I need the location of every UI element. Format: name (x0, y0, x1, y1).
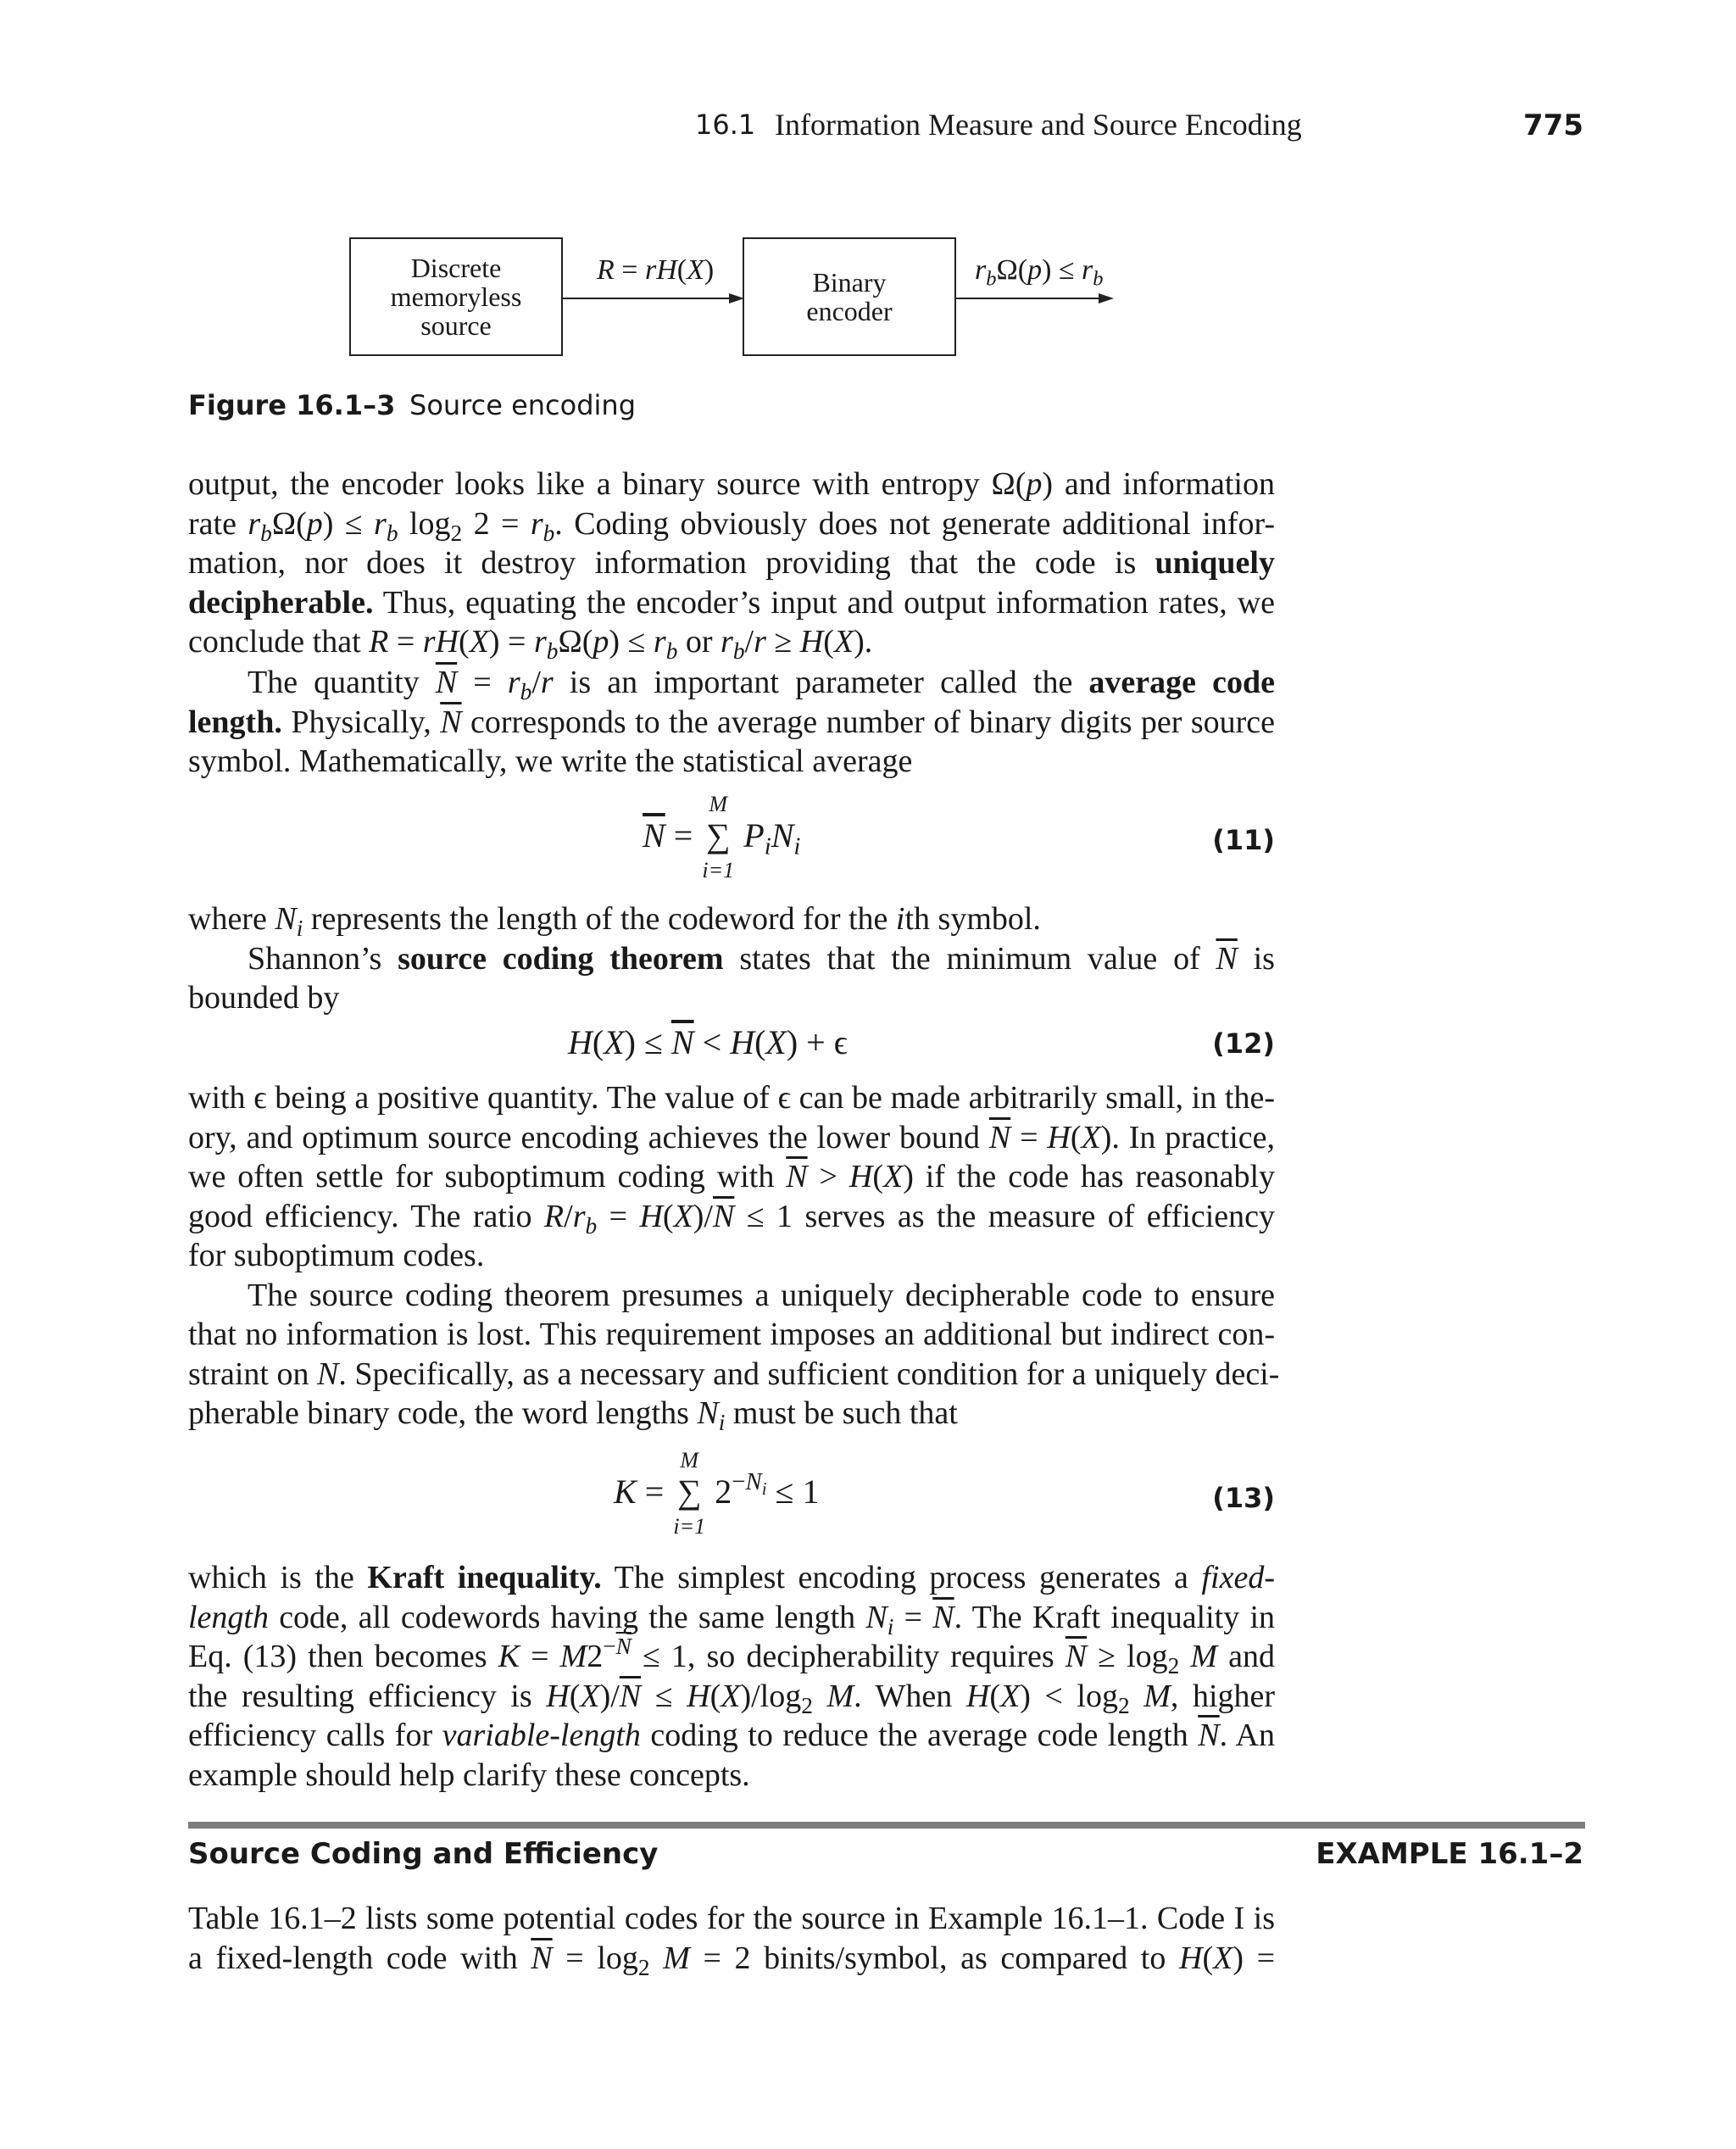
page-number: 775 (1523, 109, 1583, 142)
equation-11: $\overline{N}$ = M ∑ i=1 $P_iN_i$ (643, 792, 801, 882)
source-box-line: source (420, 310, 492, 341)
paragraph: where $N_i$ represents the length of the codeword for the ith symbol. Shannon’s source coding theorem states that the minimum value of $\overline{N}$ is bounded by (188, 901, 1275, 1016)
equation-13: K = M ∑ i=1 $2^{-N_i} \le 1$ (614, 1448, 820, 1539)
arrow2-label: $r_b\Omega(p) \le r_b$ (975, 254, 1104, 291)
equation-number: (12) (1212, 1027, 1275, 1060)
running-header-section: 16.1 (695, 109, 756, 141)
equation-number: (13) (1212, 1482, 1275, 1514)
encoder-box-line: Binary (812, 267, 887, 298)
example-rule (188, 1822, 1585, 1829)
encoder-box-line: encoder (806, 296, 893, 326)
encoder-box (743, 237, 956, 356)
figure-caption-text: Source encoding (409, 389, 637, 421)
equation-number: (11) (1212, 824, 1275, 856)
running-header-title: Information Measure and Source Encoding (775, 108, 1302, 142)
arrow-encoder-output (956, 288, 1114, 309)
example-title: Source Coding and Efficiency (188, 1837, 659, 1871)
paragraph: which is the Kraft inequality. The simplest encoding process generates a fixed- length code, all codewords having the same length $N_i = \overline{N}$. The Kraft inequality in Eq. (13) then becomes $K = M2^{-\overline{N}} \le 1$, so decipherability requires $\overline{N} \ge \log_2 M$ and the resulting efficiency is $H(X)/\overline{N} \le H(X)/\log_2$ M. When $H(X) < \log_2 M$, higher efficiency calls for variable-length coding to reduce the average code length $\overline{N}$. An example should help clarify these concepts. (188, 1560, 1276, 1793)
example-number: EXAMPLE 16.1–2 (1316, 1837, 1583, 1871)
arrow1-label: R = rH(X) (597, 254, 715, 286)
equation-12: $H(X) \le \overline{N} < H(X) + \epsilon$ (568, 1023, 848, 1061)
source-box (349, 237, 563, 356)
paragraph: The quantity $\overline{N} = r_b/r$ is an important parameter called the average code length. Physically, $\overline{N}$ corresponds to the average number of binary digits per source symbol. Mathematically, we write the statistical average (188, 665, 1276, 779)
paragraph: with ϵ being a positive quantity. The value of ϵ can be made arbitrarily small, in the- ory, and optimum source encoding achieves the lower bound $\overline{N} = H(X)$. In practice, we often settle for suboptimum coding with $\overline{N} > H(X)$ if the code has reasonably good efficiency. The ratio $R/r_b = H(X)/\overline{N} \le 1$ serves as the measure of efficiency for suboptimum codes. The source coding theorem presumes a uniquely decipherable code to ensure that no information is lost. This requirement imposes an additional but indirect con- straint on N. Specifically, as a necessary and sufficient condition for a uniquely deci- pherable binary code, the word lengths $N_i$ must be such that (188, 1080, 1280, 1436)
source-box-line: memoryless (390, 281, 522, 312)
paragraph: Table 16.1–2 lists some potential codes for the source in Example 16.1–1. Code I is a fixed-length code with $\overline{N} = \log_2 M = 2$ binits/symbol, as compared to H(X) = (188, 1901, 1276, 1980)
arrow-source-to-encoder (563, 288, 744, 309)
source-box-line: Discrete (410, 253, 502, 283)
figure-caption-number: Figure 16.1–3 (188, 389, 396, 421)
figure-source-encoding (0, 0, 1736, 424)
paragraph: output, the encoder looks like a binary source with entropy Ω(p) and information rate $r_b\Omega(p) \le r_b$ $\log_2 2 = r_b$. Coding obviously does not generate additional infor- mation, nor does it destroy information providing that the code is uniquely decipherable. Thus, equating the encoder’s input and output information rates, we conclude that $R = rH(X) = r_b\Omega(p) \le r_b$ or $r_b/r \ge H(X)$. (188, 466, 1275, 665)
